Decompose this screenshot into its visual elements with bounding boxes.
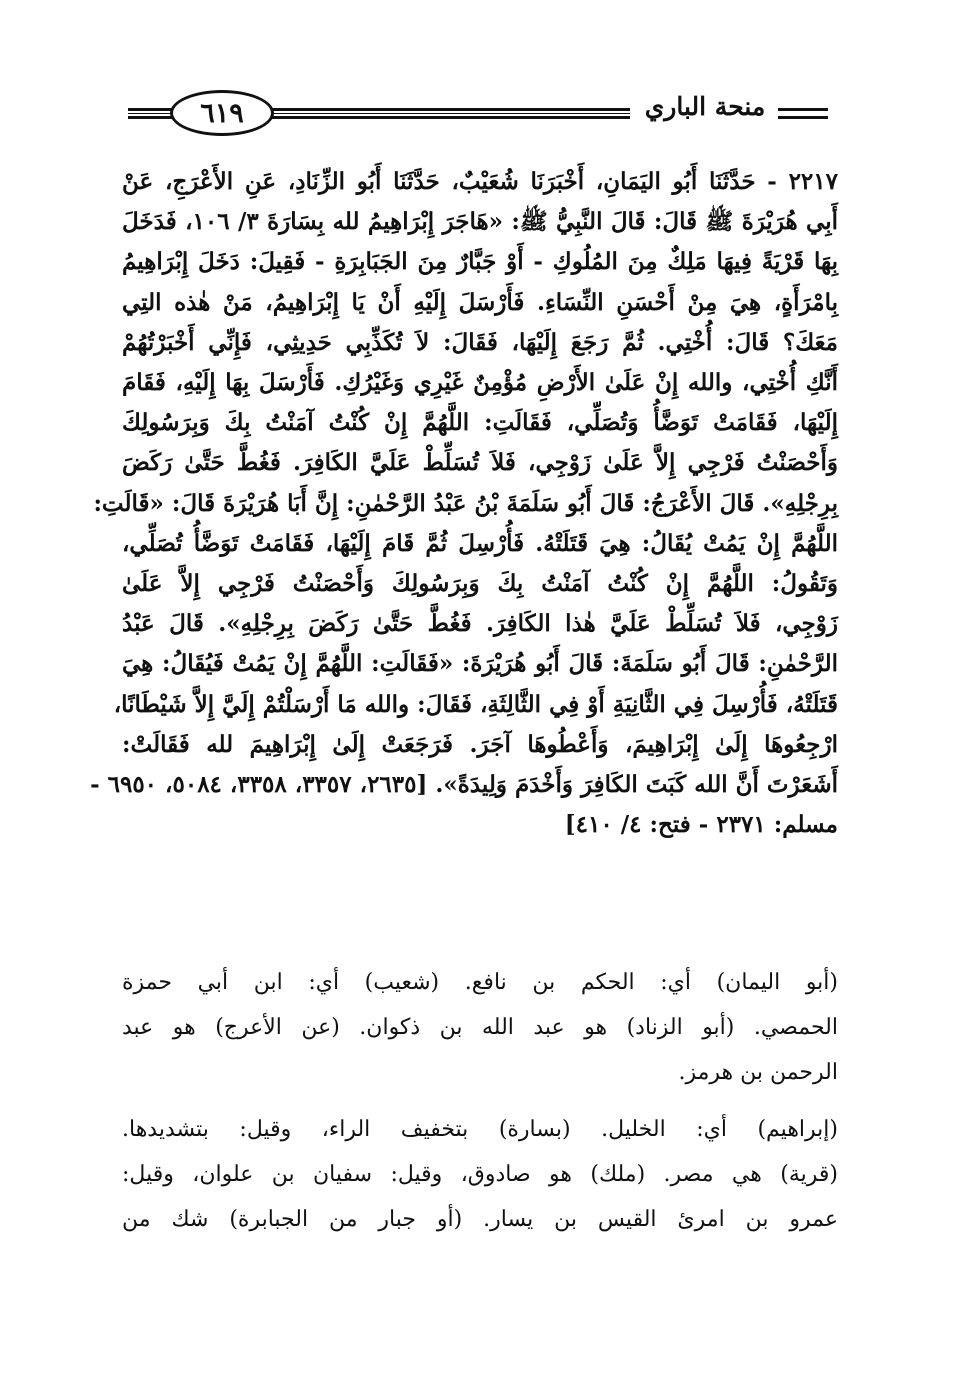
hadith-line: إِلَيْهَا، فَقَامَتْ تَوَضَّأُ وَتُصَلِّي، فَقَالَتِ: اللَّهُمَّ إِنْ كُنْتُ آمَنْتُ بِكَ وَبِرَسُولِكَ (122, 409, 838, 437)
hadith-line: أَشَعَرْتَ أَنَّ الله كَبَتَ الكَافِرَ وَأَخْدَمَ وَلِيدَةً». [٢٦٣٥، ٣٣٥٧، ٣٣٥٨، ٥٠٨٤، ٦٩٥٠ - (90, 771, 838, 799)
header-rule-right (778, 108, 828, 119)
hadith-reference-line: مسلم: ٢٣٧١ - فتح: ٤/ ٤١٠] (564, 811, 838, 839)
hadith-line: اللَّهُمَّ إِنْ يَمُتْ يُقَالُ: هِيَ قَتَلَتْهُ. فَأُرْسِلَ ثُمَّ قَامَ إِلَيْهَا، فَقَامَتْ تَوَضَّأُ تُصَلِّي، (122, 529, 838, 557)
hadith-line: وَتَقُولُ: اللَّهُمَّ إِنْ كُنْتُ آمَنْتُ بِكَ وَبِرَسُولِكَ وَأَحْصَنْتُ فَرْجِي إِلاَّ عَلَىٰ (122, 570, 838, 598)
hadith-line: أَنَّكِ أُخْتِي، والله إِنْ عَلَىٰ الأَرْضِ مُؤْمِنٌ غَيْرِي وَغَيْرُكِ. فَأَرْسَلَ بِهَا إِلَيْهِ، فَقَامَ (122, 369, 838, 397)
hadith-line: بِرِجْلِهِ». قَالَ الأَعْرَجُ: قَالَ أَبُو سَلَمَةَ بْنُ عَبْدُ الرَّحْمٰنِ: إِنَّ أَبَا هُرَيْرَةَ قَالَ: «قَالَتِ: (93, 489, 838, 517)
commentary-line: الرحمن بن هرمز. (678, 1060, 838, 1085)
commentary-paragraph (122, 1107, 838, 1242)
commentary-line: (قرية) هي مصر. (ملك) هو صادوق، وقيل: سفيان بن علوان، وقيل: (122, 1162, 838, 1187)
hadith-line: أَبِي هُرَيْرَةَ ﷺ قَالَ: قَالَ النَّبِيُّ ﷺ: «هَاجَرَ إِبْرَاهِيمُ لله بِسَارَةَ ٣/ ١٠٦، فَدَخَلَ (122, 208, 838, 236)
commentary-text (122, 960, 838, 1254)
page-number-badge (170, 90, 274, 136)
commentary-line: (إبراهيم) أي: الخليل. (بسارة) بتخفيف الراء، وقيل: بتشديدها. (122, 1117, 838, 1142)
book-title: منحة الباري (644, 92, 766, 121)
hadith-line: زَوْجِي، فَلاَ تُسَلِّطْ عَلَيَّ هٰذا الكَافِرَ. فَغُطَّ حَتَّىٰ رَكَضَ بِرِجْلِهِ». قَالَ عَبْدُ (122, 610, 838, 638)
commentary-line: (أبو اليمان) أي: الحكم بن نافع. (شعيب) أي: ابن أبي حمزة (122, 970, 838, 995)
hadith-line: ٢٢١٧ - حَدَّثَنَا أَبُو اليَمَانِ، أَخْبَرَنَا شُعَيْبٌ، حَدَّثَنَا أَبُو الزِّنَادِ، عَنِ الأَعْرَجِ، عَنْ (122, 168, 838, 195)
page-number: ٦١٩ (200, 97, 244, 129)
hadith-line: مَعَكَ؟ قَالَ: أُخْتِي. ثُمَّ رَجَعَ إِلَيْهَا، فَقَالَ: لاَ تُكَذِّبِي حَدِيثِي، فَإِنِّي أَخْبَرْتُهُمْ (122, 328, 838, 356)
hadith-line: الرَّحْمٰنِ: قَالَ أَبُو سَلَمَةَ: قَالَ أَبُو هُرَيْرَةَ: «فَقَالَتِ: اللَّهُمَّ إِنْ يَمُتْ فَيُقَالُ: هِيَ (122, 650, 838, 678)
commentary-paragraph (122, 960, 838, 1095)
commentary-line: الحمصي. (أبو الزناد) هو عبد الله بن ذكوان. (عن الأعرج) هو عبد (122, 1015, 838, 1040)
hadith-line: بِهَا قَرْيَةً فِيهَا مَلِكٌ مِنَ المُلُوكِ - أَوْ جَبَّارٌ مِنَ الجَبَابِرَةِ - فَقِيلَ: دَخَلَ إِبْرَاهِيمُ (122, 248, 838, 276)
hadith-line: ارْجِعُوهَا إِلَىٰ إِبْرَاهِيمَ، وَأَعْطُوهَا آجَرَ. فَرَجَعَتْ إِلَىٰ إِبْرَاهِيمَ لله فَقَالَتْ: (122, 730, 838, 758)
commentary-line: عمرو بن امرئ القيس بن يسار. (أو جبار من الجبابرة) شك من (122, 1207, 838, 1232)
header-rule-middle (270, 108, 630, 119)
hadith-line: وَأَحْصَنْتُ فَرْجِي إِلاَّ عَلَىٰ زَوْجِي، فَلاَ تُسَلِّطْ عَلَيَّ الكَافِرَ. فَغُطَّ حَتَّىٰ رَكَضَ (122, 449, 838, 477)
hadith-line: قَتَلَتْهُ، فَأُرْسِلَ فِي الثَّانِيَةِ أَوْ فِي الثَّالِثَةِ، فَقَالَ: والله مَا أَرْسَلْتُمْ إِلَيَّ إِلاَّ شَيْطَانًا، (113, 690, 838, 718)
hadith-line: بِامْرَأَةٍ، هِيَ مِنْ أَحْسَنِ النِّسَاءِ. فَأَرْسَلَ إِلَيْهِ أَنْ يَا إِبْرَاهِيمُ، مَنْ هٰذه التِي (122, 288, 838, 316)
page-header (128, 86, 828, 144)
hadith-text (90, 162, 838, 845)
